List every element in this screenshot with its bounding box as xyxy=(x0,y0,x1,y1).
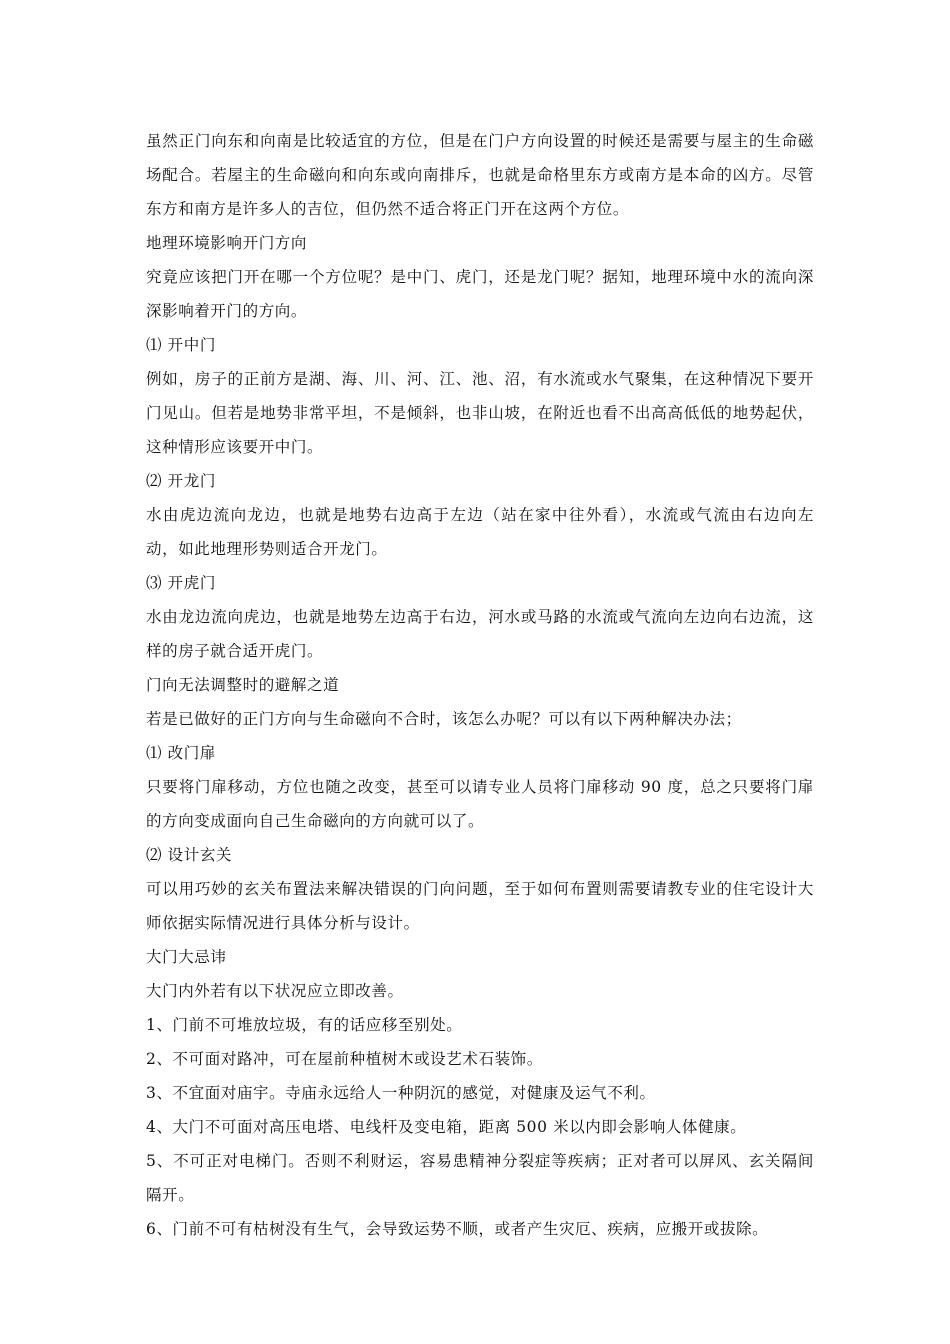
paragraph-move-door: 只要将门扉移动，方位也随之改变，甚至可以请专业人员将门扉移动 90 度，总之只要将门扉的方向变成面向自己生命磁向的方向就可以了。 xyxy=(146,778,814,830)
paragraph-dragon-door: 水由虎边流向龙边，也就是地势右边高于左边（站在家中往外看），水流或气流由右边向左动，如此地理形势则适合开龙门。 xyxy=(146,506,814,558)
section-heading-remedies: 门向无法调整时的避解之道 xyxy=(146,676,340,694)
section-heading-geography: 地理环境影响开门方向 xyxy=(146,234,308,252)
paragraph-intro: 虽然正门向东和向南是比较适宜的方位，但是在门户方向设置的时候还是需要与屋主的生命磁场配合。若屋主的生命磁向和向东或向南排斥，也就是命格里东方或南方是本命的凶方。尽管东方和南方是许多人的吉位，但仍然不适合将正门开在这两个方位。 xyxy=(146,132,814,218)
document-body xyxy=(146,124,814,1246)
paragraph-remedies: 若是已做好的正门方向与生命磁向不合时，该怎么办呢？可以有以下两种解决办法； xyxy=(146,710,742,728)
paragraph-center-door: 例如，房子的正前方是湖、海、川、河、江、池、沼，有水流或水气聚集，在这种情况下要开门见山。但若是地势非常平坦，不是倾斜，也非山坡，在附近也看不出高高低低的地势起伏，这种情形应该要开中门。 xyxy=(146,370,814,456)
paragraph-entrance-design: 可以用巧妙的玄关布置法来解决错误的门向问题，至于如何布置则需要请教专业的住宅设计大师依据实际情况进行具体分析与设计。 xyxy=(146,880,814,932)
paragraph-taboos-intro: 大门内外若有以下状况应立即改善。 xyxy=(146,982,404,1000)
list-item-4: 4、大门不可面对高压电塔、电线杆及变电箱，距离 500 米以内即会影响人体健康。 xyxy=(146,1118,747,1136)
subheading-dragon-door: ⑵ 开龙门 xyxy=(146,472,216,490)
list-item-6: 6、门前不可有枯树没有生气，会导致运势不顺，或者产生灾厄、疾病，应搬开或拔除。 xyxy=(146,1220,769,1238)
section-heading-taboos: 大门大忌讳 xyxy=(146,948,227,966)
subheading-entrance-design: ⑵ 设计玄关 xyxy=(146,846,233,864)
list-item-1: 1、门前不可堆放垃圾，有的话应移至别处。 xyxy=(146,1016,463,1034)
paragraph-geography: 究竟应该把门开在哪一个方位呢？是中门、虎门，还是龙门呢？据知，地理环境中水的流向深深影响着开门的方向。 xyxy=(146,268,814,320)
subheading-move-door: ⑴ 改门扉 xyxy=(146,744,216,762)
list-item-3: 3、不宜面对庙宇。寺庙永远给人一种阴沉的感觉，对健康及运气不利。 xyxy=(146,1084,656,1102)
subheading-tiger-door: ⑶ 开虎门 xyxy=(146,574,216,592)
list-item-2: 2、不可面对路冲，可在屋前种植树木或设艺术石装饰。 xyxy=(146,1050,543,1068)
paragraph-tiger-door: 水由龙边流向虎边，也就是地势左边高于右边，河水或马路的水流或气流向左边向右边流，这样的房子就合适开虎门。 xyxy=(146,608,814,660)
list-item-5: 5、不可正对电梯门。否则不利财运，容易患精神分裂症等疾病；正对者可以屏风、玄关隔间隔开。 xyxy=(146,1152,814,1204)
subheading-center-door: ⑴ 开中门 xyxy=(146,336,216,354)
